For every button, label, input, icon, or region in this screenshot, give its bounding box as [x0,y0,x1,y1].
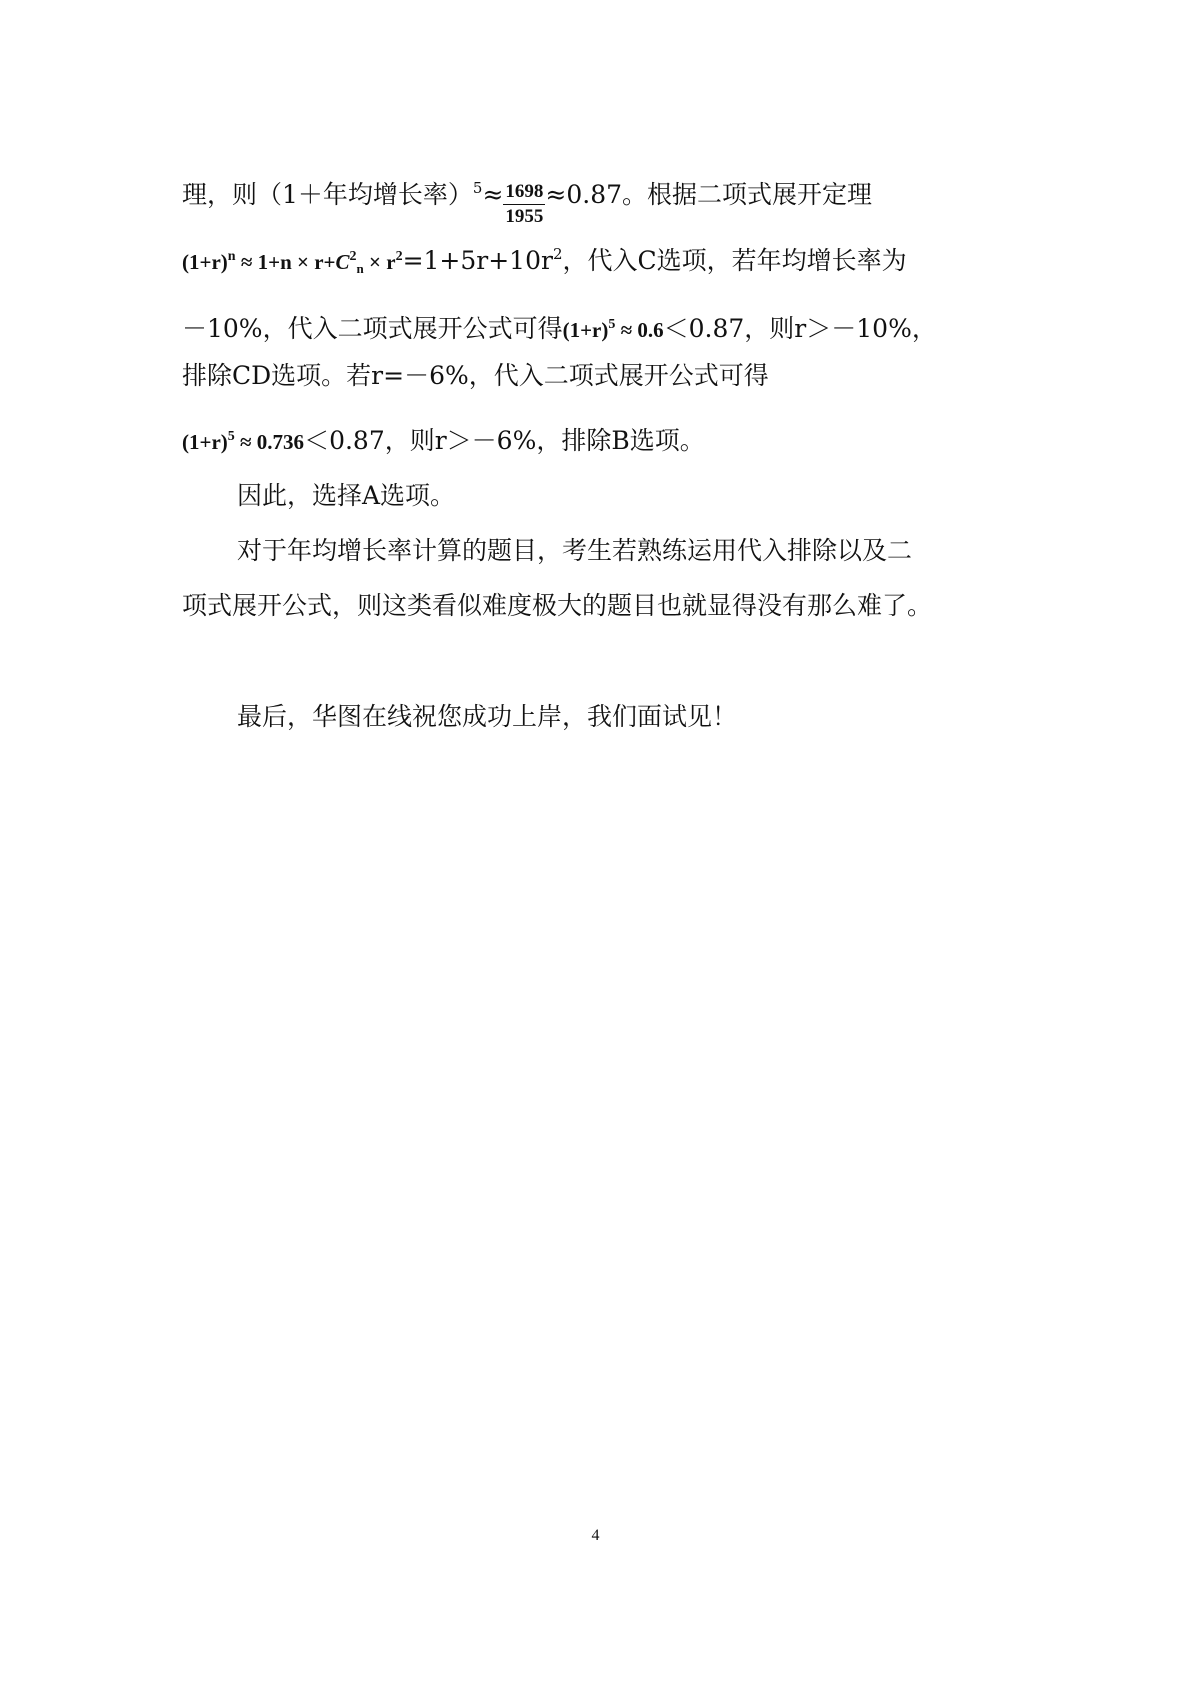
formula-combination: C [335,250,350,274]
exponent: 5 [472,179,483,197]
paragraph-line-5 [182,424,705,459]
formula-part: ≈ 0.736 [234,430,305,454]
formula-exponent: 2 [395,249,403,264]
text-segment: ＜0.87，则r＞－6%，排除B选项。 [304,426,705,455]
paragraph-line-9 [237,700,737,734]
text-segment: ＜0.87，则r＞－10%， [663,314,937,343]
text-segment: 项式展开公式，则这类看似难度极大的题目也就显得没有那么难了。 [182,591,933,620]
formula-part: ≈ 1+n × r+ [235,250,336,274]
paragraph-line-1 [182,178,872,235]
text-segment: 对于年均增长率计算的题目，考生若熟练运用代入排除以及二 [237,536,913,565]
binomial-result [182,430,304,454]
formula-part: (1+r) [182,250,228,274]
formula-exponent: n [227,249,236,264]
exponent: 2 [552,245,563,263]
text-segment: 最后，华图在线祝您成功上岸，我们面试见！ [237,702,738,731]
formula-part: ≈ 0.6 [615,318,664,342]
formula-part: × r [363,250,396,274]
page-number: 4 [591,1527,600,1544]
paragraph-line-7 [237,534,912,568]
formula-exponent: 5 [227,429,235,444]
formula-combination-sup: 2 [349,249,357,264]
paragraph-line-6 [237,479,455,513]
binomial-result [563,318,664,342]
text-segment: ，代入C选项，若年均增长率为 [562,246,907,275]
formula-combination-sub: n [356,261,364,276]
text-segment: 理，则（1＋年均增长率） [182,180,473,209]
formula-exponent: 5 [608,317,616,332]
text-segment: 因此，选择A选项。 [237,481,456,510]
paragraph-line-4 [182,359,769,393]
paragraph-line-8 [182,589,932,623]
binomial-formula [182,250,403,274]
fraction-numerator: 1698 [503,180,545,205]
text-segment: －10%，代入二项式展开公式可得 [182,314,563,343]
fraction-denominator: 1955 [505,206,544,227]
formula-part: (1+r) [182,430,228,454]
text-segment: 排除CD选项。若r=－6%，代入二项式展开公式可得 [182,361,769,390]
text-segment: =1+5r+10r [402,246,553,275]
approx-sign: ≈ [482,180,504,209]
paragraph-line-2 [182,244,907,279]
formula-part: (1+r) [562,318,609,342]
text-segment: ≈0.87。根据二项式展开定理 [545,180,873,209]
fraction [503,180,545,229]
paragraph-line-3 [182,312,937,347]
